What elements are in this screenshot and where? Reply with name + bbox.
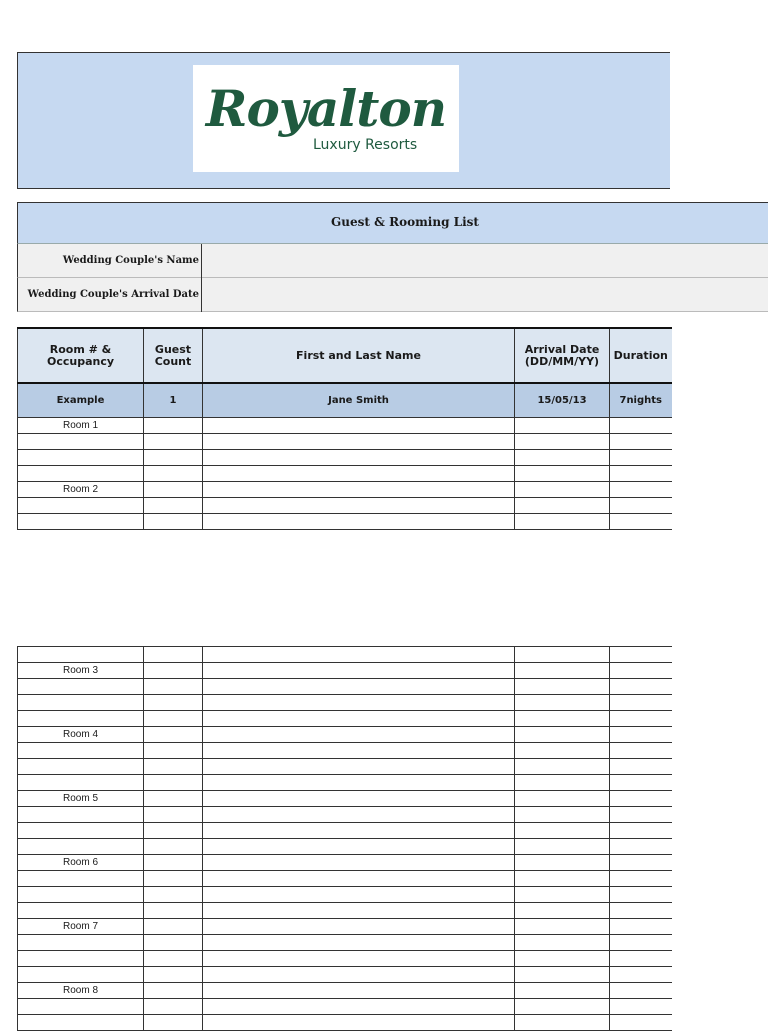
guest-count-cell[interactable] bbox=[144, 839, 203, 855]
duration-cell[interactable] bbox=[610, 514, 672, 530]
duration-cell[interactable] bbox=[610, 935, 672, 951]
name-cell[interactable] bbox=[203, 727, 515, 743]
table-row bbox=[18, 791, 672, 807]
room-cell bbox=[18, 967, 144, 983]
table-row bbox=[18, 498, 672, 514]
arrival-date-cell[interactable] bbox=[515, 871, 610, 887]
guest-count-cell[interactable] bbox=[144, 1015, 203, 1031]
room-cell bbox=[18, 871, 144, 887]
name-cell[interactable] bbox=[203, 791, 515, 807]
guest-count-cell[interactable] bbox=[144, 759, 203, 775]
guest-count-cell[interactable] bbox=[144, 999, 203, 1015]
duration-cell[interactable] bbox=[610, 647, 672, 663]
table-row bbox=[18, 695, 672, 711]
arrival-date-cell[interactable] bbox=[515, 514, 610, 530]
duration-cell[interactable] bbox=[610, 983, 672, 999]
couple-name-label: Wedding Couple's Name bbox=[18, 244, 202, 278]
room-cell: Room 2 bbox=[18, 482, 144, 498]
room-cell: Room 1 bbox=[18, 418, 144, 434]
duration-cell[interactable] bbox=[610, 679, 672, 695]
table-row bbox=[18, 967, 672, 983]
duration-cell[interactable] bbox=[610, 663, 672, 679]
duration-cell[interactable] bbox=[610, 967, 672, 983]
guest-count-cell[interactable] bbox=[144, 418, 203, 434]
room-cell bbox=[18, 514, 144, 530]
table-row bbox=[18, 983, 672, 999]
logo-brand-text: Royalton bbox=[205, 79, 447, 138]
arrival-date-cell[interactable] bbox=[515, 839, 610, 855]
guest-count-cell[interactable] bbox=[144, 807, 203, 823]
duration-cell[interactable] bbox=[610, 903, 672, 919]
form-title: Guest & Rooming List bbox=[331, 215, 479, 229]
guest-count-cell[interactable] bbox=[144, 514, 203, 530]
table-row bbox=[18, 999, 672, 1015]
name-cell[interactable] bbox=[203, 679, 515, 695]
name-cell[interactable] bbox=[203, 434, 515, 450]
arrival-date-cell[interactable] bbox=[515, 855, 610, 871]
guest-count-cell[interactable] bbox=[144, 695, 203, 711]
table-row bbox=[18, 434, 672, 450]
guest-count-cell[interactable] bbox=[144, 663, 203, 679]
guest-count-cell[interactable] bbox=[144, 482, 203, 498]
arrival-date-cell[interactable] bbox=[515, 775, 610, 791]
arrival-date-cell[interactable] bbox=[515, 999, 610, 1015]
room-cell bbox=[18, 807, 144, 823]
room-cell bbox=[18, 759, 144, 775]
guest-count-cell[interactable] bbox=[144, 935, 203, 951]
header-name: First and Last Name bbox=[203, 328, 515, 383]
duration-cell[interactable] bbox=[610, 951, 672, 967]
table-row bbox=[18, 871, 672, 887]
room-cell bbox=[18, 743, 144, 759]
name-cell[interactable] bbox=[203, 418, 515, 434]
table-row bbox=[18, 855, 672, 871]
table-row bbox=[18, 935, 672, 951]
couple-name-row bbox=[17, 244, 768, 278]
name-cell[interactable] bbox=[203, 482, 515, 498]
name-cell[interactable] bbox=[203, 983, 515, 999]
arrival-date-cell[interactable] bbox=[515, 711, 610, 727]
duration-cell[interactable] bbox=[610, 759, 672, 775]
example-room: Example bbox=[18, 383, 144, 418]
table-row bbox=[18, 951, 672, 967]
arrival-date-field[interactable] bbox=[204, 278, 764, 312]
logo-tagline: Luxury Resorts bbox=[313, 137, 418, 153]
guest-count-cell[interactable] bbox=[144, 903, 203, 919]
table-row bbox=[18, 759, 672, 775]
table-row bbox=[18, 775, 672, 791]
arrival-date-cell[interactable] bbox=[515, 663, 610, 679]
room-cell bbox=[18, 1015, 144, 1031]
duration-cell[interactable] bbox=[610, 711, 672, 727]
duration-cell[interactable] bbox=[610, 498, 672, 514]
arrival-date-cell[interactable] bbox=[515, 466, 610, 482]
duration-cell[interactable] bbox=[610, 871, 672, 887]
room-cell bbox=[18, 679, 144, 695]
table-row bbox=[18, 647, 672, 663]
duration-cell[interactable] bbox=[610, 791, 672, 807]
arrival-date-cell[interactable] bbox=[515, 791, 610, 807]
guest-count-cell[interactable] bbox=[144, 951, 203, 967]
duration-cell[interactable] bbox=[610, 743, 672, 759]
table-row bbox=[18, 711, 672, 727]
arrival-date-cell[interactable] bbox=[515, 983, 610, 999]
arrival-date-cell[interactable] bbox=[515, 807, 610, 823]
arrival-date-cell[interactable] bbox=[515, 903, 610, 919]
table-header-row bbox=[18, 328, 672, 383]
room-cell bbox=[18, 887, 144, 903]
table-row bbox=[18, 839, 672, 855]
name-cell[interactable] bbox=[203, 951, 515, 967]
room-cell bbox=[18, 466, 144, 482]
name-cell[interactable] bbox=[203, 967, 515, 983]
arrival-date-cell[interactable] bbox=[515, 450, 610, 466]
duration-cell[interactable] bbox=[610, 1015, 672, 1031]
duration-cell[interactable] bbox=[610, 775, 672, 791]
name-cell[interactable] bbox=[203, 903, 515, 919]
name-cell[interactable] bbox=[203, 871, 515, 887]
arrival-date-cell[interactable] bbox=[515, 823, 610, 839]
guest-count-cell[interactable] bbox=[144, 871, 203, 887]
name-cell[interactable] bbox=[203, 919, 515, 935]
arrival-date-cell[interactable] bbox=[515, 967, 610, 983]
name-cell[interactable] bbox=[203, 855, 515, 871]
header-guest-count: Guest Count bbox=[144, 328, 203, 383]
arrival-date-cell[interactable] bbox=[515, 951, 610, 967]
header-arrival-date: Arrival Date (DD/MM/YY) bbox=[515, 328, 610, 383]
table-row bbox=[18, 1015, 672, 1031]
room-cell bbox=[18, 999, 144, 1015]
resort-logo bbox=[193, 65, 459, 172]
duration-cell[interactable] bbox=[610, 999, 672, 1015]
duration-cell[interactable] bbox=[610, 466, 672, 482]
room-cell: Room 5 bbox=[18, 791, 144, 807]
guest-count-cell[interactable] bbox=[144, 647, 203, 663]
rooming-table-continued bbox=[17, 646, 672, 1031]
room-cell bbox=[18, 903, 144, 919]
arrival-date-cell[interactable] bbox=[515, 887, 610, 903]
name-cell[interactable] bbox=[203, 466, 515, 482]
table-row bbox=[18, 514, 672, 530]
table-row bbox=[18, 679, 672, 695]
room-cell bbox=[18, 450, 144, 466]
name-cell[interactable] bbox=[203, 823, 515, 839]
name-cell[interactable] bbox=[203, 775, 515, 791]
name-cell[interactable] bbox=[203, 999, 515, 1015]
name-cell[interactable] bbox=[203, 695, 515, 711]
arrival-date-cell[interactable] bbox=[515, 679, 610, 695]
example-row bbox=[18, 383, 672, 418]
table-row bbox=[18, 450, 672, 466]
rooming-table bbox=[17, 327, 672, 530]
room-cell bbox=[18, 775, 144, 791]
guest-count-cell[interactable] bbox=[144, 919, 203, 935]
arrival-date-cell[interactable] bbox=[515, 498, 610, 514]
guest-count-cell[interactable] bbox=[144, 434, 203, 450]
name-cell[interactable] bbox=[203, 935, 515, 951]
table-row bbox=[18, 823, 672, 839]
room-cell: Room 7 bbox=[18, 919, 144, 935]
room-cell bbox=[18, 823, 144, 839]
duration-cell[interactable] bbox=[610, 482, 672, 498]
arrival-date-cell[interactable] bbox=[515, 919, 610, 935]
room-cell bbox=[18, 434, 144, 450]
guest-count-cell[interactable] bbox=[144, 823, 203, 839]
duration-cell[interactable] bbox=[610, 823, 672, 839]
name-cell[interactable] bbox=[203, 711, 515, 727]
room-cell bbox=[18, 498, 144, 514]
duration-cell[interactable] bbox=[610, 434, 672, 450]
example-arrival-date: 15/05/13 bbox=[515, 383, 610, 418]
guest-count-cell[interactable] bbox=[144, 450, 203, 466]
name-cell[interactable] bbox=[203, 759, 515, 775]
table-row bbox=[18, 482, 672, 498]
guest-count-cell[interactable] bbox=[144, 967, 203, 983]
form-title-bar bbox=[17, 202, 768, 244]
duration-cell[interactable] bbox=[610, 418, 672, 434]
header-duration: Duration bbox=[610, 328, 672, 383]
couple-name-field[interactable] bbox=[204, 244, 764, 278]
room-cell: Room 8 bbox=[18, 983, 144, 999]
room-cell bbox=[18, 695, 144, 711]
name-cell[interactable] bbox=[203, 1015, 515, 1031]
header-room: Room # & Occupancy bbox=[18, 328, 144, 383]
room-cell bbox=[18, 647, 144, 663]
table-row bbox=[18, 418, 672, 434]
duration-cell[interactable] bbox=[610, 807, 672, 823]
example-guest-count: 1 bbox=[144, 383, 203, 418]
guest-count-cell[interactable] bbox=[144, 791, 203, 807]
guest-count-cell[interactable] bbox=[144, 983, 203, 999]
name-cell[interactable] bbox=[203, 743, 515, 759]
name-cell[interactable] bbox=[203, 839, 515, 855]
table-row bbox=[18, 466, 672, 482]
arrival-date-row bbox=[17, 278, 768, 312]
table-row bbox=[18, 663, 672, 679]
name-cell[interactable] bbox=[203, 807, 515, 823]
name-cell[interactable] bbox=[203, 887, 515, 903]
arrival-date-cell[interactable] bbox=[515, 482, 610, 498]
arrival-date-cell[interactable] bbox=[515, 434, 610, 450]
name-cell[interactable] bbox=[203, 514, 515, 530]
example-name: Jane Smith bbox=[203, 383, 515, 418]
arrival-date-cell[interactable] bbox=[515, 935, 610, 951]
arrival-date-cell[interactable] bbox=[515, 759, 610, 775]
duration-cell[interactable] bbox=[610, 727, 672, 743]
arrival-date-cell[interactable] bbox=[515, 743, 610, 759]
arrival-date-cell[interactable] bbox=[515, 695, 610, 711]
name-cell[interactable] bbox=[203, 647, 515, 663]
arrival-date-cell[interactable] bbox=[515, 1015, 610, 1031]
table-row bbox=[18, 727, 672, 743]
room-cell: Room 4 bbox=[18, 727, 144, 743]
room-cell: Room 6 bbox=[18, 855, 144, 871]
name-cell[interactable] bbox=[203, 663, 515, 679]
guest-count-cell[interactable] bbox=[144, 887, 203, 903]
guest-count-cell[interactable] bbox=[144, 743, 203, 759]
guest-count-cell[interactable] bbox=[144, 775, 203, 791]
arrival-date-cell[interactable] bbox=[515, 647, 610, 663]
duration-cell[interactable] bbox=[610, 919, 672, 935]
table-row bbox=[18, 807, 672, 823]
guest-count-cell[interactable] bbox=[144, 498, 203, 514]
guest-count-cell[interactable] bbox=[144, 679, 203, 695]
duration-cell[interactable] bbox=[610, 450, 672, 466]
duration-cell[interactable] bbox=[610, 695, 672, 711]
room-cell bbox=[18, 935, 144, 951]
duration-cell[interactable] bbox=[610, 839, 672, 855]
room-cell bbox=[18, 839, 144, 855]
duration-cell[interactable] bbox=[610, 887, 672, 903]
room-cell bbox=[18, 951, 144, 967]
guest-count-cell[interactable] bbox=[144, 466, 203, 482]
name-cell[interactable] bbox=[203, 498, 515, 514]
name-cell[interactable] bbox=[203, 450, 515, 466]
guest-count-cell[interactable] bbox=[144, 727, 203, 743]
table-row bbox=[18, 903, 672, 919]
example-duration: 7nights bbox=[610, 383, 672, 418]
duration-cell[interactable] bbox=[610, 855, 672, 871]
arrival-date-cell[interactable] bbox=[515, 727, 610, 743]
room-cell bbox=[18, 711, 144, 727]
arrival-date-cell[interactable] bbox=[515, 418, 610, 434]
room-cell: Room 3 bbox=[18, 663, 144, 679]
table-row bbox=[18, 919, 672, 935]
guest-count-cell[interactable] bbox=[144, 711, 203, 727]
table-row bbox=[18, 887, 672, 903]
arrival-date-label: Wedding Couple's Arrival Date bbox=[18, 278, 202, 312]
table-row bbox=[18, 743, 672, 759]
guest-count-cell[interactable] bbox=[144, 855, 203, 871]
